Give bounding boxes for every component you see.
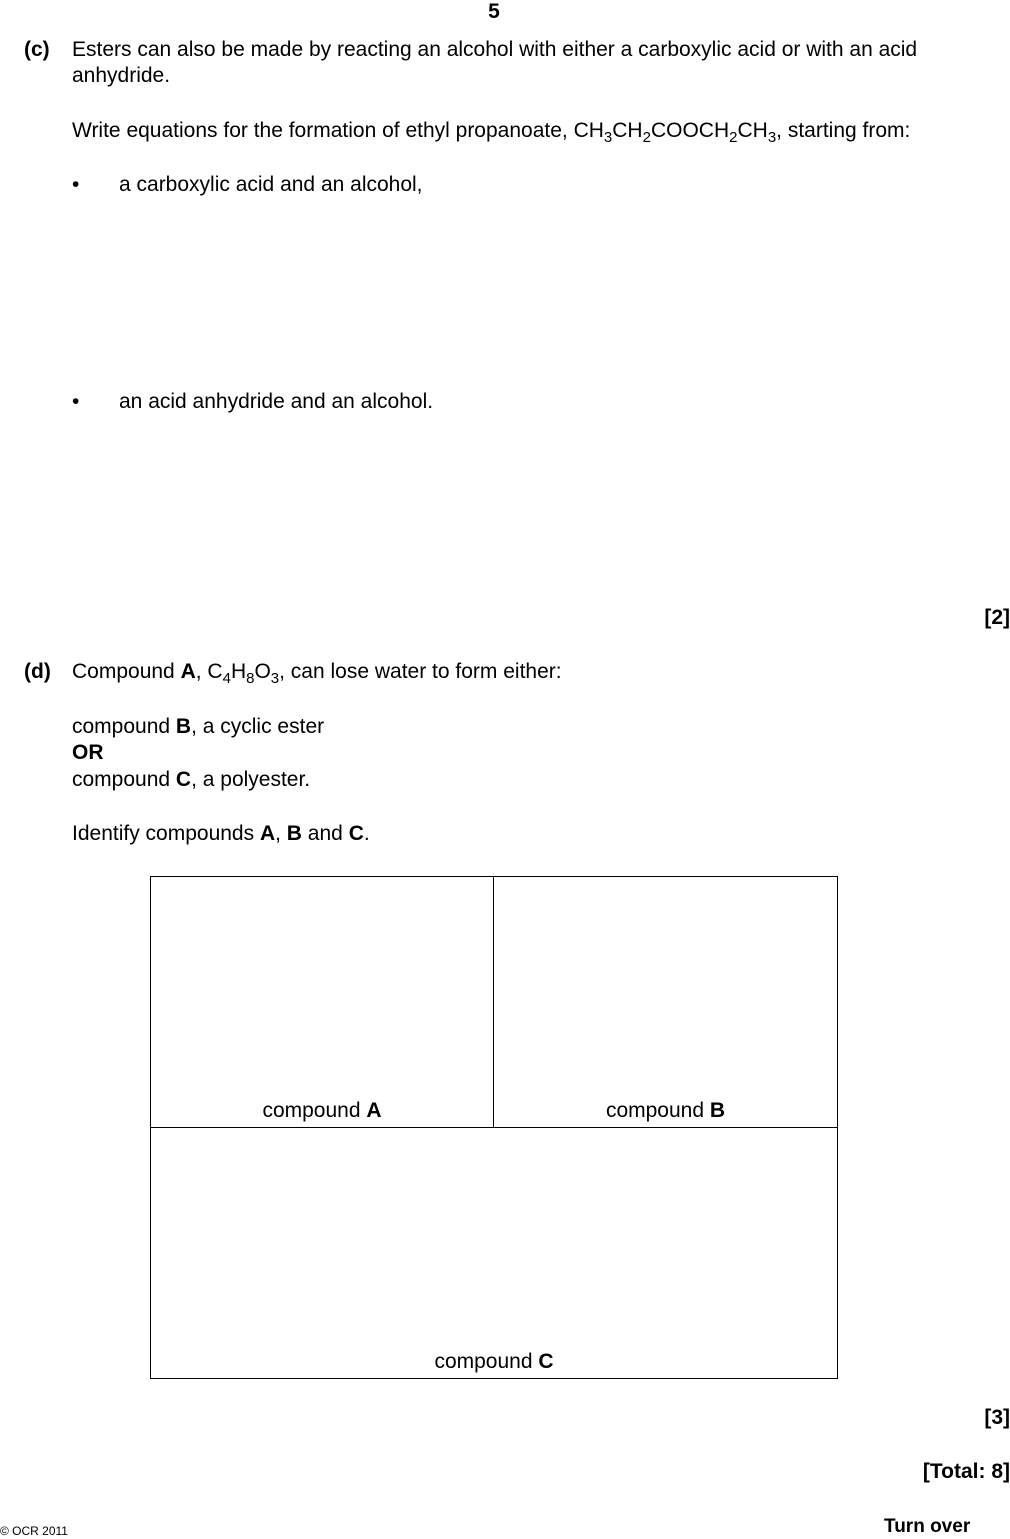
part-c-label: (c) [24, 38, 50, 61]
formula-part: CH [737, 119, 768, 142]
formula-part: CH [612, 119, 643, 142]
part-c-intro-line-1: Esters can also be made by reacting an alcohol with either a carboxylic acid or with an acid [72, 38, 918, 61]
formula-subscript: 8 [246, 670, 255, 687]
part-c-intro-line-2: anhydride. [72, 64, 171, 87]
ester-formula [573, 119, 777, 146]
text-fragment: compound [434, 1350, 539, 1373]
part-c-marks: [2] [984, 606, 1010, 629]
identify-line [72, 822, 370, 846]
text-fragment: Identify compounds [72, 822, 260, 845]
compound-b-ref: B [709, 1099, 726, 1122]
part-d-line-1 [72, 660, 562, 687]
formula-part: COOCH [650, 119, 730, 142]
compound-b-ref: B [175, 715, 192, 738]
answer-box-label-a [151, 1099, 493, 1123]
copyright-notice: © OCR 2011 [0, 1524, 68, 1538]
bullet-icon: • [72, 390, 80, 413]
part-d-label: (d) [24, 660, 51, 683]
text-fragment: and [301, 822, 349, 845]
formula-subscript: 4 [222, 670, 231, 687]
option-b-line [72, 715, 324, 739]
compound-b-ref: B [286, 822, 302, 845]
text-fragment: , a cyclic ester [191, 715, 325, 738]
formula-subscript: 2 [642, 129, 651, 146]
text-fragment: compound [262, 1099, 367, 1122]
text-fragment: Compound [72, 660, 181, 683]
compound-c-ref: C [348, 822, 364, 845]
text-fragment: , C [195, 660, 223, 683]
text-fragment: . [363, 822, 370, 845]
text-fragment: compound [72, 768, 176, 791]
page-number: 5 [488, 0, 500, 23]
part-d-marks: [3] [984, 1406, 1010, 1429]
compound-c-ref: C [538, 1350, 554, 1373]
text-fragment: , [275, 822, 287, 845]
answer-box-label-c [151, 1350, 837, 1374]
compound-a-ref: A [259, 822, 276, 845]
formula-subscript: 3 [603, 129, 613, 146]
text-fragment: , a polyester. [191, 768, 311, 791]
answer-box-label-b [494, 1099, 837, 1123]
formula-subscript: 3 [270, 670, 280, 687]
answer-box-compound-b[interactable] [494, 877, 837, 1128]
formula-part: CH [573, 119, 604, 142]
turn-over-text: Turn over [884, 1516, 971, 1537]
part-c-instruction [72, 119, 911, 146]
text-fragment: H [230, 660, 247, 683]
bullet-1-text: a carboxylic acid and an alcohol, [119, 173, 423, 196]
instruction-suffix: , starting from: [776, 119, 911, 142]
bullet-icon: • [72, 173, 80, 196]
option-c-line [72, 768, 310, 792]
formula-subscript: 2 [729, 129, 738, 146]
text-fragment: , can lose water to form either: [279, 660, 562, 683]
bullet-2-text: an acid anhydride and an alcohol. [119, 390, 434, 413]
answer-box-compound-c[interactable] [151, 1128, 837, 1378]
text-fragment: compound [605, 1099, 710, 1122]
compound-a-ref: A [366, 1099, 382, 1122]
or-text: OR [72, 741, 104, 764]
compound-c-ref: C [175, 768, 192, 791]
text-fragment: compound [72, 715, 176, 738]
answer-box-compound-a[interactable] [151, 877, 494, 1128]
formula-subscript: 3 [767, 129, 777, 146]
compound-a-ref: A [180, 660, 196, 683]
instruction-prefix: Write equations for the formation of ethyl propanoate, [72, 119, 574, 142]
answer-box-grid [150, 876, 838, 1379]
text-fragment: O [254, 660, 271, 683]
question-total: [Total: 8] [922, 1460, 1010, 1483]
